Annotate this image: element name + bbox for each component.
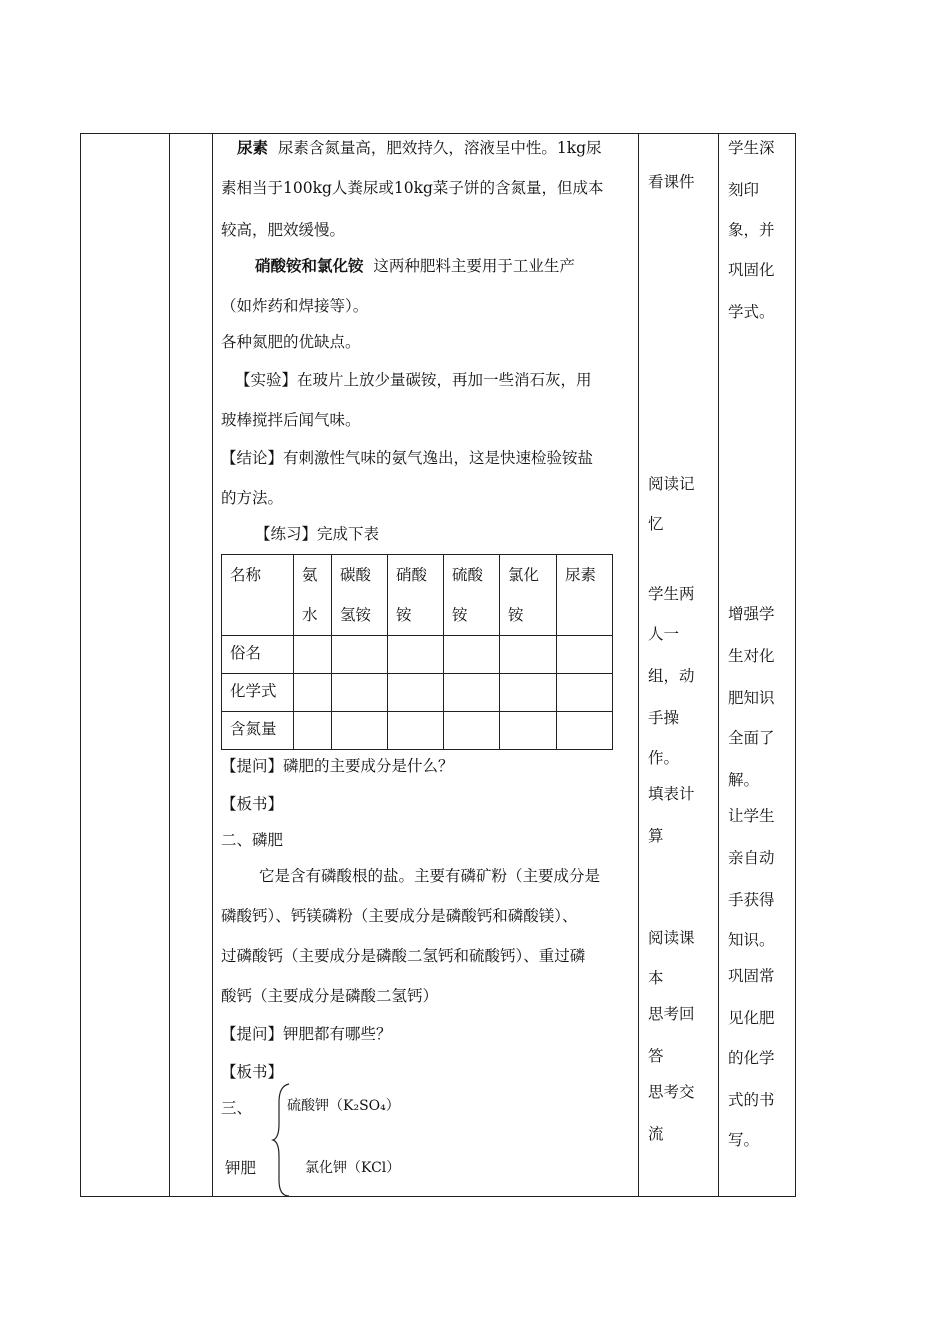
activity-view-slides: 看课件 (648, 173, 695, 191)
row-label-formula: 化学式 (222, 674, 294, 712)
blank-cell[interactable] (557, 712, 613, 750)
header-cell-ammonia-water: 氨 水 (294, 555, 332, 636)
phosphate-line-1: 它是含有磷酸根的盐。主要有磷矿粉（主要成分是 (259, 867, 601, 885)
intent-text: 象，并 (728, 221, 775, 239)
header-cell-ammonium-bicarbonate: 碳酸 氢铵 (332, 555, 388, 636)
ammonium-title: 硝酸铵和氯化铵 (255, 256, 364, 275)
table-header-row (222, 555, 613, 636)
intent-text: 让学生 (728, 807, 775, 825)
ammonium-paragraph (255, 256, 575, 276)
intent-text: 巩固常 (728, 967, 775, 985)
activity-fill-table-1: 填表计 (648, 785, 695, 803)
intent-text: 的化学 (728, 1049, 775, 1067)
teaching-content-column (221, 134, 639, 1196)
blank-cell[interactable] (500, 636, 557, 674)
intent-text: 式的书 (728, 1091, 775, 1109)
intent-text: 手获得 (728, 891, 775, 909)
urea-line-1: 尿素含氮量高，肥效持久，溶液呈中性。1kg尿 (277, 139, 602, 157)
row-label-nitrogen-content: 含氮量 (222, 712, 294, 750)
ammonium-line-1: 这两种肥料主要用于工业生产 (373, 257, 575, 275)
design-intent-column (719, 134, 797, 1196)
blank-cell[interactable] (294, 674, 332, 712)
activity-read-memorize-1: 阅读记 (648, 475, 695, 493)
intent-text: 生对化 (728, 647, 775, 665)
intent-text: 全面了 (728, 729, 775, 747)
intent-text: 增强学 (728, 605, 775, 623)
intent-text: 刻印 (728, 181, 760, 199)
activity-pair-3: 组，动 (648, 667, 695, 685)
activity-pair-4: 手操 (648, 709, 680, 727)
blank-cell[interactable] (332, 636, 388, 674)
phosphate-line-3: 过磷酸钙（主要成分是磷酸二氢钙和硫酸钙）、重过磷 (221, 947, 586, 965)
activity-read-memorize-2: 忆 (648, 515, 664, 533)
potassium-chloride: 氯化钾（KCl） (305, 1160, 401, 1176)
blank-cell[interactable] (500, 674, 557, 712)
table-row (222, 674, 613, 712)
blank-cell[interactable] (500, 712, 557, 750)
blank-cell[interactable] (557, 636, 613, 674)
header-cell-urea: 尿素 (557, 555, 613, 636)
activity-pair-5: 作。 (648, 749, 680, 767)
intent-text: 亲自动 (728, 849, 775, 867)
experiment-line-2: 玻棒搅拌后闻气味。 (221, 411, 361, 429)
intent-text: 见化肥 (728, 1009, 775, 1027)
intent-text: 巩固化 (728, 261, 775, 279)
blank-cell[interactable] (557, 674, 613, 712)
intent-text: 学式。 (728, 303, 775, 321)
activity-think-discuss-2: 流 (648, 1125, 664, 1143)
pros-cons-line: 各种氮肥的优缺点。 (221, 333, 361, 351)
blank-cell[interactable] (294, 712, 332, 750)
blank-cell[interactable] (444, 674, 500, 712)
conclusion-line-1: 【结论】有刺激性气味的氨气逸出，这是快速检验铵盐 (221, 449, 594, 467)
phosphate-line-2: 磷酸钙）、钙镁磷粉（主要成分是磷酸钙和磷酸镁）、 (221, 907, 578, 925)
activity-fill-table-2: 算 (648, 827, 664, 845)
activity-pair-2: 人一 (648, 625, 680, 643)
activity-think-discuss-1: 思考交 (648, 1083, 695, 1101)
header-cell-ammonium-chloride: 氯化 铵 (500, 555, 557, 636)
header-cell-ammonium-nitrate: 硝酸 铵 (388, 555, 444, 636)
intent-text: 肥知识 (728, 689, 775, 707)
lesson-table-frame (80, 133, 796, 1197)
urea-line-3: 较高，肥效缓慢。 (221, 221, 346, 239)
row-label-common-name: 俗名 (222, 636, 294, 674)
activity-read-book-1: 阅读课 (648, 929, 695, 947)
potassium-sulfate: 硫酸钾（K₂SO₄） (287, 1098, 400, 1114)
experiment-line-1: 【实验】在玻片上放少量碳铵，再加一些消石灰，用 (235, 371, 592, 389)
blank-cell[interactable] (444, 712, 500, 750)
blank-cell[interactable] (332, 712, 388, 750)
question-potash: 【提问】钾肥都有哪些？ (221, 1025, 392, 1043)
board-label-1: 【板书】 (221, 795, 284, 813)
urea-line-2: 素相当于100kg人粪尿或10kg菜子饼的含氮量，但成本 (221, 179, 604, 197)
header-cell-ammonium-sulfate: 硫酸 铵 (444, 555, 500, 636)
blank-cell[interactable] (294, 636, 332, 674)
blank-cell[interactable] (388, 712, 444, 750)
header-cell-name: 名称 (222, 555, 294, 636)
blank-cell[interactable] (444, 636, 500, 674)
urea-title: 尿素 (237, 138, 269, 157)
activity-read-book-2: 本 (648, 969, 664, 987)
table-row (222, 636, 613, 674)
activity-pair-1: 学生两 (648, 585, 695, 603)
blank-cell[interactable] (332, 674, 388, 712)
board-label-2: 【板书】 (221, 1063, 284, 1081)
practice-table (221, 554, 613, 750)
activity-think-answer-1: 思考回 (648, 1005, 695, 1023)
ammonium-line-2: （如炸药和焊接等）。 (221, 297, 369, 315)
question-phosphate: 【提问】磷肥的主要成分是什么？ (221, 757, 454, 775)
conclusion-line-2: 的方法。 (221, 489, 284, 507)
potash-number: 三、 (221, 1099, 253, 1117)
activity-think-answer-2: 答 (648, 1047, 664, 1065)
table-row (222, 712, 613, 750)
column-divider (212, 134, 213, 1196)
practice-line: 【练习】完成下表 (255, 525, 380, 543)
intent-text: 知识。 (728, 931, 775, 949)
blank-cell[interactable] (388, 636, 444, 674)
phosphate-line-4: 酸钙（主要成分是磷酸二氢钙） (221, 987, 439, 1005)
urea-paragraph (237, 138, 602, 158)
column-divider (169, 134, 170, 1196)
intent-text: 写。 (728, 1131, 760, 1149)
potash-title: 钾肥 (225, 1159, 257, 1177)
intent-text: 解。 (728, 771, 760, 789)
student-activity-column (639, 134, 718, 1196)
blank-cell[interactable] (388, 674, 444, 712)
phosphate-title: 二、磷肥 (221, 831, 284, 849)
intent-text: 学生深 (728, 139, 775, 157)
